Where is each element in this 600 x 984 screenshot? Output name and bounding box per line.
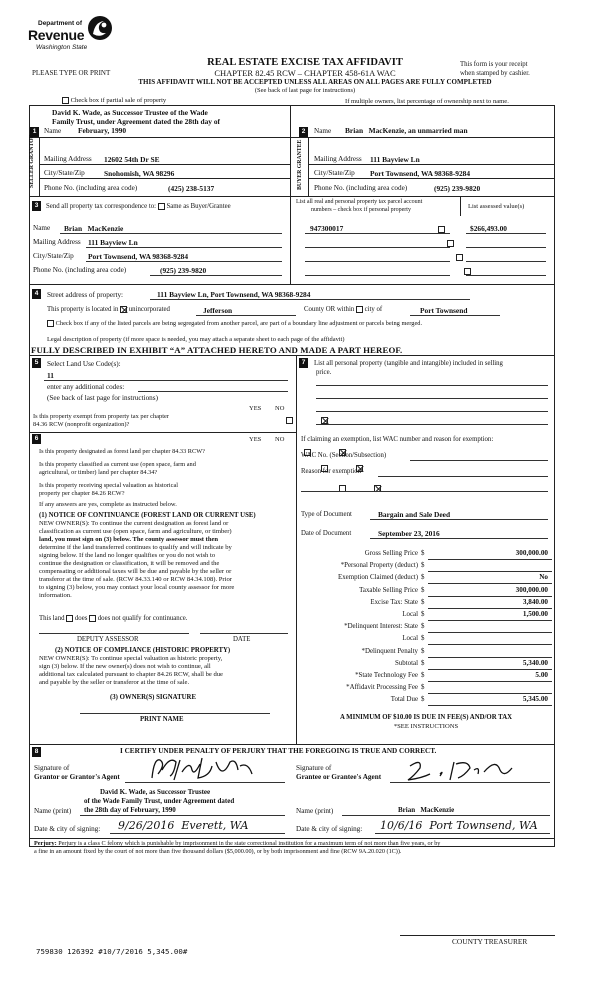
buyer-city-label: City/State/Zip xyxy=(314,169,355,177)
notice1-line: land, you must sign on (3) below. The county assessor must then xyxy=(39,536,219,543)
forest-question: Is this property designated as forest land per chapter 84.33 RCW? xyxy=(39,448,205,455)
segregated-checkbox[interactable] xyxy=(47,320,54,327)
buyer-name-label: Name xyxy=(314,127,332,135)
reason-rule-2 xyxy=(301,491,548,492)
warning-line: THIS AFFIDAVIT WILL NOT BE ACCEPTED UNLESS ALL AREAS ON ALL PAGES ARE FULLY COMPLETED xyxy=(138,78,492,86)
buyer-side-label: BUYER GRANTEE xyxy=(297,139,303,190)
seller-city-rule xyxy=(40,178,290,179)
current-use-question-a: Is this property classified as current use (open space, farm and xyxy=(39,461,196,468)
sec5-see-back: (See back of last page for instructions) xyxy=(47,394,158,402)
street-rule xyxy=(150,299,470,300)
segregated-row xyxy=(47,320,422,327)
money-row-value: 1,500.00 xyxy=(522,609,548,618)
tax-corr-mailing-rule xyxy=(86,247,282,248)
grantor-print-rule xyxy=(80,815,285,816)
sec5-no-header: NO xyxy=(275,405,285,412)
buyer-name: Brian MacKenzie, an unmarried man xyxy=(345,126,468,135)
assessed-rule-2 xyxy=(466,247,546,248)
exempt-question-2: 84.36 RCW (nonprofit organization)? xyxy=(33,421,130,428)
assessed-rule-4 xyxy=(466,275,546,276)
rule-before-8 xyxy=(29,744,555,745)
assessed-rule-3 xyxy=(466,261,546,262)
money-row-value: 5,340.00 xyxy=(522,658,548,667)
this-land-label: This land xyxy=(39,615,65,623)
parcel-header-1: List all real and personal property tax parcel account xyxy=(296,199,423,205)
tax-corr-city-label: City/State/Zip xyxy=(33,252,74,260)
sec6-no-header: NO xyxy=(275,436,285,443)
money-row-label: Local xyxy=(402,635,418,643)
print-name-rule xyxy=(80,713,270,714)
grantee-sig-label-2: Grantee or Grantee's Agent xyxy=(296,773,382,781)
buyer-mailing: 111 Bayview Ln xyxy=(370,155,420,164)
buyer-name-rule xyxy=(291,137,555,138)
money-row-label: Total Due xyxy=(390,696,418,704)
seller-name-line1: David K. Wade, as Successor Trustee of the Wade xyxy=(52,108,208,117)
tax-corr-mailing-label: Mailing Address xyxy=(33,238,81,246)
notice2-line: and payable by the seller or transferor at the time of sale. xyxy=(39,679,190,686)
notice1-line: compensating or additional taxes will be due and payable by the seller or xyxy=(39,568,232,575)
money-row-label: *Delinquent Penalty xyxy=(361,647,418,655)
perjury-label: Perjury: xyxy=(34,840,57,847)
segregated-label: Check box if any of the listed parcels are being segregated from another parcel, are part of a boundary line adjustment or parcels being merged. xyxy=(55,320,423,327)
city-of-label: city of xyxy=(364,306,383,314)
money-row-value: 5.00 xyxy=(535,670,548,679)
does-not-checkbox[interactable] xyxy=(89,615,96,622)
county-or-label: County OR within xyxy=(304,306,355,314)
dollar-sign: $ xyxy=(421,574,425,582)
section-6-number: 6 xyxy=(32,434,41,444)
unincorporated-checkbox[interactable] xyxy=(120,306,127,313)
tax-corr-phone: (925) 239-9820 xyxy=(160,266,207,275)
exempt-no-checkbox[interactable] xyxy=(321,417,328,424)
section-3-number: 3 xyxy=(32,201,41,211)
city-rule xyxy=(410,315,500,316)
perjury-text-1: Perjury is a class C felony which is punishable by imprisonment in the state correctional institution for a maximum term of not more than five years, or by xyxy=(58,840,441,847)
grantee-print: Brian MacKenzie xyxy=(398,806,455,814)
grantor-name-print-label: Name (print) xyxy=(34,807,72,815)
unincorporated-label: unincorporated xyxy=(128,306,170,314)
notice2-title: (2) NOTICE OF COMPLIANCE (HISTORIC PROPERTY) xyxy=(55,647,231,654)
seller-side-label: SELLER GRANTOR xyxy=(29,134,35,188)
money-row-label: Taxable Selling Price xyxy=(359,586,418,594)
land-use-rule xyxy=(44,380,288,381)
additional-codes-label: enter any additional codes: xyxy=(47,383,125,391)
grantor-sig-rule xyxy=(125,782,285,783)
money-row-value: 300,000.00 xyxy=(515,585,548,594)
dept-line3: Washington State xyxy=(36,44,88,51)
deputy-sig-rule xyxy=(39,633,189,634)
assessed-value: $266,493.00 xyxy=(470,224,507,233)
seller-mailing-rule xyxy=(40,164,290,165)
grantor-date-rule xyxy=(110,833,285,834)
located-row xyxy=(47,306,170,313)
money-row-value: 3,840.00 xyxy=(522,597,548,606)
money-row-value: No xyxy=(539,573,548,582)
doc-date-rule xyxy=(370,538,548,539)
rule-after-4 xyxy=(29,355,555,356)
partial-sale-row[interactable] xyxy=(62,97,166,104)
pp-rule-4 xyxy=(316,424,548,425)
rule-after-3 xyxy=(29,284,555,285)
money-row-rule xyxy=(428,705,552,706)
sec5-yes-header: YES xyxy=(249,405,262,412)
money-row xyxy=(300,609,552,621)
notice1-line: NEW OWNER(S): To continue the current designation as forest land or xyxy=(39,520,229,527)
grantee-date-rule xyxy=(375,833,550,834)
tax-corr-row xyxy=(46,203,231,210)
tax-corr-phone-label: Phone No. (including area code) xyxy=(33,266,127,274)
located-label: This property is located in xyxy=(47,306,119,314)
please-type: PLEASE TYPE OR PRINT xyxy=(32,69,111,77)
county-or-row xyxy=(304,306,382,313)
dor-logo xyxy=(28,14,123,56)
multiple-owners-note: If multiple owners, list percentage of ownership next to name. xyxy=(345,98,509,105)
city-of-checkbox[interactable] xyxy=(356,306,363,313)
dollar-sign: $ xyxy=(421,696,425,704)
deputy-date-rule xyxy=(200,633,288,634)
money-row-label: *State Technology Fee xyxy=(355,671,418,679)
pp-rule-3 xyxy=(316,411,548,412)
receipt-note-1: This form is your receipt xyxy=(460,61,528,68)
notice2-line: NEW OWNER(S): To continue special valuation as historic property, xyxy=(39,655,223,662)
grantor-sig-label-2: Grantor or Grantor's Agent xyxy=(34,773,120,781)
tax-corr-mailing: 111 Bayview Ln xyxy=(88,238,138,247)
divider-parcels-assessed xyxy=(460,196,461,216)
street-label: Street address of property: xyxy=(47,291,124,299)
dollar-sign: $ xyxy=(421,623,425,631)
grantee-print-rule xyxy=(342,815,550,816)
print-name-label: PRINT NAME xyxy=(140,716,184,723)
section-5-number: 5 xyxy=(32,358,41,368)
notice2-line: additional tax calculated pursuant to chapter 84.26 RCW, shall be due xyxy=(39,671,223,678)
historic-question-a: Is this property receiving special valuation as historical xyxy=(39,482,179,489)
divider-3-parcels xyxy=(290,196,291,284)
pp-rule-2 xyxy=(316,398,548,399)
buyer-city-rule xyxy=(309,178,555,179)
money-row-label: Exemption Claimed (deduct) xyxy=(338,574,418,582)
tax-corr-name: Brian MacKenzie xyxy=(64,224,124,233)
does-not-label: does not qualify for continuance. xyxy=(97,615,188,623)
current-use-question-b: agricultural, or timber) land per chapter 84.34? xyxy=(39,469,158,476)
seller-name-rule xyxy=(30,137,290,138)
personal-property-checkbox-1[interactable] xyxy=(438,226,445,233)
doc-date-label: Date of Document xyxy=(301,530,352,537)
rule-before-perjury xyxy=(29,838,555,839)
treasurer-rule xyxy=(400,935,555,936)
additional-codes-rule xyxy=(138,391,288,392)
seller-city: Snohomish, WA 98296 xyxy=(104,169,175,178)
money-row xyxy=(300,633,552,645)
tax-corr-phone-rule xyxy=(150,275,282,276)
doc-date: September 23, 2016 xyxy=(378,529,440,538)
assessed-rule-1 xyxy=(466,233,546,234)
grantee-name-print-label: Name (print) xyxy=(296,807,334,815)
dollar-sign: $ xyxy=(421,598,425,606)
dollar-sign: $ xyxy=(421,586,425,594)
dollar-sign: $ xyxy=(421,562,425,570)
dept-line1: Department of xyxy=(38,20,83,27)
if-yes-note: If any answers are yes, complete as instructed below. xyxy=(39,501,177,508)
section-7-number: 7 xyxy=(299,358,308,368)
grantor-date-city: 9/26/2016 Everett, WA xyxy=(118,819,249,832)
doc-type-rule xyxy=(370,519,548,520)
parcel-rule-2 xyxy=(305,247,450,248)
dor-swirl-icon xyxy=(86,14,114,42)
money-row-label: Gross Selling Price xyxy=(364,550,418,557)
owner-signature-label: (3) OWNER(S) SIGNATURE xyxy=(110,694,196,701)
grantor-signature-image xyxy=(140,752,270,784)
dollar-sign: $ xyxy=(421,684,425,692)
money-row xyxy=(300,670,552,682)
notice1-line: determine if the land transferred continues to qualify and will indicate by xyxy=(39,544,232,551)
reason-label: Reason for exemption xyxy=(301,468,362,475)
exempt-yes-checkbox[interactable] xyxy=(286,417,293,424)
rule-after-1-2 xyxy=(29,196,555,197)
deputy-assessor-label: DEPUTY ASSESSOR xyxy=(77,636,139,643)
buyer-phone: (925) 239-9820 xyxy=(434,184,481,193)
money-row xyxy=(300,694,552,706)
money-row-label: *Personal Property (deduct) xyxy=(340,562,418,570)
notice1-line: continue the designation or classification, it will be removed and the xyxy=(39,560,220,567)
divider-1-2 xyxy=(290,105,291,196)
parcel-header-2: numbers – check box if personal property xyxy=(311,207,411,213)
sec6-yes-header: YES xyxy=(249,436,262,443)
money-row-value: 5,345.00 xyxy=(522,695,548,704)
section-4-number: 4 xyxy=(32,289,41,299)
money-row-value: 300,000.00 xyxy=(515,549,548,557)
section-8-number: 8 xyxy=(32,747,41,757)
tax-corr-name-label: Name xyxy=(33,224,51,232)
minimum-note-2: *SEE INSTRUCTIONS xyxy=(393,723,459,730)
does-label: does xyxy=(74,615,88,623)
seller-side-rule xyxy=(39,138,40,196)
buyer-mailing-rule xyxy=(309,164,555,165)
legal-label: Legal description of property (if more space is needed, you may attach a separate sheet to each page of the affidavit) xyxy=(47,336,345,343)
money-row xyxy=(300,658,552,670)
same-as-buyer-checkbox[interactable] xyxy=(158,203,165,210)
city-name: Port Townsend xyxy=(420,306,468,315)
rule-after-5 xyxy=(29,432,297,433)
money-row-label: *Delinquent Interest: State xyxy=(344,623,418,631)
parcel-number: 947300017 xyxy=(310,224,344,233)
parcel-rule-1 xyxy=(305,233,450,234)
buyer-mailing-label: Mailing Address xyxy=(314,155,362,163)
seller-name-label: Name xyxy=(44,127,62,135)
grantee-sig-label-1: Signature of xyxy=(296,764,332,772)
money-row xyxy=(300,585,552,597)
money-row-label: Subtotal xyxy=(395,659,418,667)
grantor-print-3: the 28th day of February, 1990 xyxy=(84,806,176,814)
grantor-print-2: of the Wade Family Trust, under Agreement dated xyxy=(84,797,235,805)
land-use-label: Select Land Use Code(s): xyxy=(47,360,121,368)
dollar-sign: $ xyxy=(421,671,425,679)
tax-corr-city-rule xyxy=(86,261,282,262)
seller-mailing: 12602 54th Dr SE xyxy=(104,155,160,164)
money-table xyxy=(300,548,552,706)
dollar-sign: $ xyxy=(421,550,425,557)
dept-line2: Revenue xyxy=(28,27,85,43)
section-1-number: 1 xyxy=(30,127,39,137)
seller-phone: (425) 238-5137 xyxy=(168,184,215,193)
dollar-sign: $ xyxy=(421,659,425,667)
assessed-header: List assessed value(s) xyxy=(468,203,525,210)
seller-city-label: City/State/Zip xyxy=(44,169,85,177)
perjury-line-1 xyxy=(34,840,552,848)
street-address: 111 Bayview Ln, Port Townsend, WA 98368-9284 xyxy=(157,290,311,299)
perjury-text-2: a fine in an amount fixed by the court of not more than five thousand dollars ($5,000.00), or by both imprisonment and fine (RCW 9A.20.020 (1C)). xyxy=(34,848,402,855)
certify-statement: I CERTIFY UNDER PENALTY OF PERJURY THAT THE FOREGOING IS TRUE AND CORRECT. xyxy=(120,747,437,755)
money-row-label: Excise Tax: State xyxy=(370,598,418,606)
buyer-city: Port Townsend, WA 98368-9284 xyxy=(370,169,471,178)
dollar-sign: $ xyxy=(421,635,425,643)
money-row-label: *Affidavit Processing Fee xyxy=(346,684,418,692)
doc-type-label: Type of Document xyxy=(301,511,352,518)
money-row xyxy=(300,560,552,572)
center-divider xyxy=(296,355,297,744)
money-row-label: Local xyxy=(402,610,418,618)
grantee-date-city: 10/6/16 Port Townsend, WA xyxy=(380,819,538,832)
historic-question-b: property per chapter 84.26 RCW? xyxy=(39,490,125,497)
buyer-phone-label: Phone No. (including area code) xyxy=(314,184,408,192)
seller-name-line3: February, 1990 xyxy=(78,126,127,135)
money-row xyxy=(300,682,552,694)
legal-description: FULLY DESCRIBED IN EXHIBIT “A” ATTACHED HERETO AND MADE A PART HEREOF. xyxy=(31,345,403,355)
personal-property-checkbox-2[interactable] xyxy=(447,240,454,247)
pp-rule-1 xyxy=(316,385,548,386)
county-name: Jefferson xyxy=(203,306,233,315)
grantor-date-label: Date & city of signing: xyxy=(34,825,101,833)
money-row xyxy=(300,621,552,633)
county-rule xyxy=(196,315,296,316)
notice1-line: information. xyxy=(39,592,72,599)
notice1-title: (1) NOTICE OF CONTINUANCE (FOREST LAND OR CURRENT USE) xyxy=(39,512,256,519)
personal-property-checkbox-4[interactable] xyxy=(464,268,471,275)
perjury-text xyxy=(34,840,552,856)
parcel-rule-4 xyxy=(305,275,450,276)
doc-type: Bargain and Sale Deed xyxy=(378,510,451,519)
page-title: REAL ESTATE EXCISE TAX AFFIDAVIT xyxy=(207,57,403,68)
dollar-sign: $ xyxy=(421,647,425,655)
notice1-line: classification as current use (open space, farm and agriculture, or timber) xyxy=(39,528,232,535)
notice1-line: to signing (3) below, you may contact your local county assessor for more xyxy=(39,584,235,591)
does-checkbox[interactable] xyxy=(66,615,73,622)
exempt-question-1: Is this property exempt from property tax per chapter xyxy=(33,413,169,420)
grantor-sig-label-1: Signature of xyxy=(34,764,70,772)
parcel-rule-3 xyxy=(305,261,450,262)
notice2-text xyxy=(39,655,291,687)
reason-rule-1 xyxy=(378,476,548,477)
exemption-label: If claiming an exemption, list WAC number and reason for exemption: xyxy=(301,436,494,443)
page-subtitle: CHAPTER 82.45 RCW – CHAPTER 458-61A WAC xyxy=(214,68,396,78)
county-treasurer-label: COUNTY TREASURER xyxy=(452,937,528,946)
grantee-sig-rule xyxy=(390,782,550,783)
money-row xyxy=(300,597,552,609)
deputy-date-label: DATE xyxy=(233,636,251,643)
seller-phone-label: Phone No. (including area code) xyxy=(44,184,138,192)
personal-property-checkbox-3[interactable] xyxy=(456,254,463,261)
notice2-line: sign (3) below. If the new owner(s) does not wish to continue, all xyxy=(39,663,211,670)
money-row xyxy=(300,646,552,658)
qualify-row xyxy=(39,615,187,622)
money-row xyxy=(300,548,552,560)
tax-corr-name-rule xyxy=(60,233,282,234)
minimum-note-1: A MINIMUM OF $10.00 IS DUE IN FEE(S) AND/OR TAX xyxy=(339,714,513,721)
grantor-print-1: David K. Wade, as Successor Trustee xyxy=(100,788,211,796)
tax-corr-city: Port Townsend, WA 98368-9284 xyxy=(88,252,189,261)
wac-rule xyxy=(410,460,548,461)
grantee-date-label: Date & city of signing: xyxy=(296,825,363,833)
see-back-line: (See back of last page for instructions) xyxy=(254,87,356,94)
grantee-signature-image xyxy=(400,754,530,784)
buyer-side-rule xyxy=(308,138,309,196)
personal-property-label-2: price. xyxy=(316,369,332,376)
seller-name-line2: Family Trust, under Agreement dated the 28th day of xyxy=(52,117,220,126)
section-2-number: 2 xyxy=(299,127,308,137)
notice1-line: transferor at the time of sale. (RCW 84.33.140 or RCW 84.34.108). Prior xyxy=(39,576,232,583)
cashier-stamp: 759830 126392 #10/7/2016 5,345.00# xyxy=(36,947,188,956)
receipt-note-2: when stamped by cashier. xyxy=(460,70,530,77)
same-as-buyer-label: Same as Buyer/Grantee xyxy=(166,203,231,211)
seller-mailing-label: Mailing Address xyxy=(44,155,92,163)
notice1-line: signing below. If the land no longer qualifies or you do not wish to xyxy=(39,552,216,559)
partial-sale-checkbox[interactable] xyxy=(62,97,69,104)
dollar-sign: $ xyxy=(421,610,425,618)
money-row xyxy=(300,572,552,584)
tax-corr-label: Send all property tax correspondence to: xyxy=(46,203,157,211)
wac-label: WAC No. (Section/Subsection) xyxy=(301,452,387,459)
land-use-code: 11 xyxy=(47,371,54,380)
personal-property-label-1: List all personal property (tangible and intangible) included in selling xyxy=(314,360,503,367)
partial-sale-label: Check box if partial sale of property xyxy=(70,97,167,105)
notice1-text xyxy=(39,520,291,600)
